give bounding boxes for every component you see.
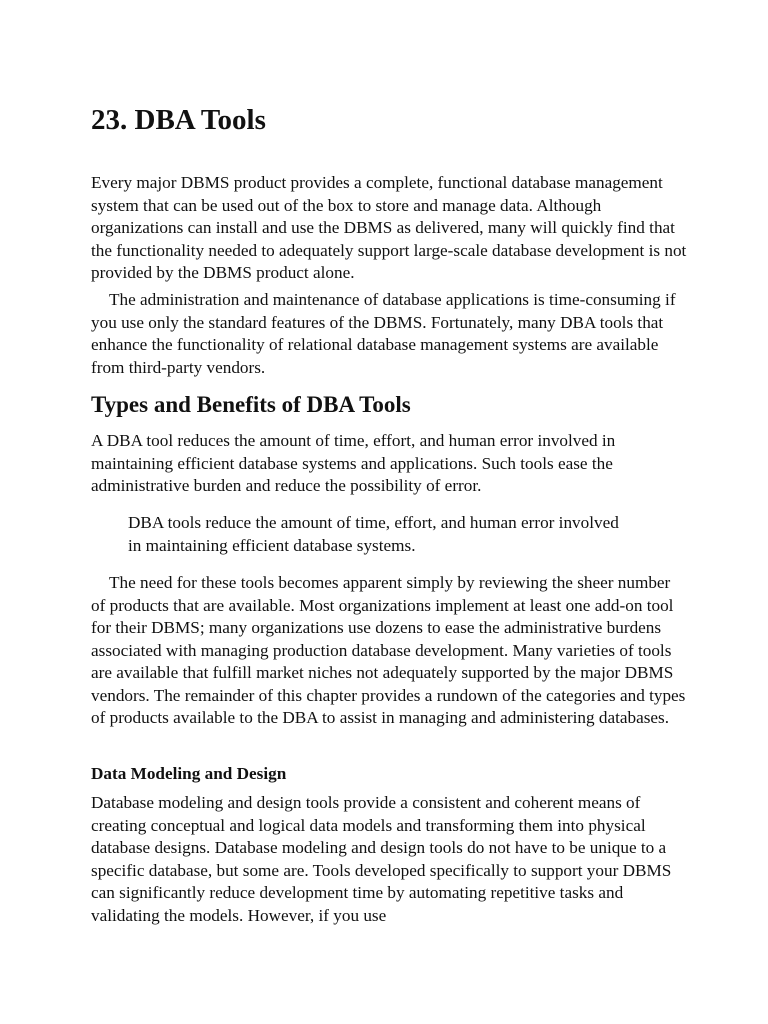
need-paragraph: The need for these tools becomes apparent simply by reviewing the sheer number of products that are available. Most organizations implement at least one add-on tool for their DBMS; many organizations use dozens to ease the administrative burdens associated with managing production database development. Many varieties of tools are available that fulfill market niches not adequately supported by the major DBMS vendors. The remainder of this chapter provides a rundown of the categories and types of products available to the DBA to assist in managing and administering databases.: [91, 573, 686, 727]
chapter-title: 23. DBA Tools: [91, 104, 266, 136]
intro-paragraph: Every major DBMS product provides a complete, functional database management system that can be used out of the box to store and manage data. Although organizations can install and use the DBMS as delivered, many will quickly find that the functionality needed to adequately support large-scale database development is not provided by the DBMS product alone.: [91, 173, 687, 282]
subsection-heading-data-modeling: Data Modeling and Design: [91, 764, 287, 783]
tool-reduces-paragraph: A DBA tool reduces the amount of time, effort, and human error involved in maintaining efficient database systems and applications. Such tools ease the administrative burden and reduce the possibility of error.: [91, 431, 616, 495]
admin-paragraph: The administration and maintenance of database applications is time-consuming if you use only the standard features of the DBMS. Fortunately, many DBA tools that enhance the functionality of relational database management systems are available from third-party vendors.: [91, 290, 676, 377]
modeling-paragraph: Database modeling and design tools provide a consistent and coherent means of creating conceptual and logical data models and transforming them into physical database designs. Database modeling and design tools do not have to be unique to a specific database, but some are. Tools developed specifically to support your DBMS can significantly reduce development time by automating repetitive tasks and validating the models. However, if you use: [91, 793, 672, 925]
section-heading-types-benefits: Types and Benefits of DBA Tools: [91, 392, 411, 417]
callout-quote: DBA tools reduce the amount of time, effort, and human error involved in maintaining efficient database systems.: [128, 513, 619, 555]
